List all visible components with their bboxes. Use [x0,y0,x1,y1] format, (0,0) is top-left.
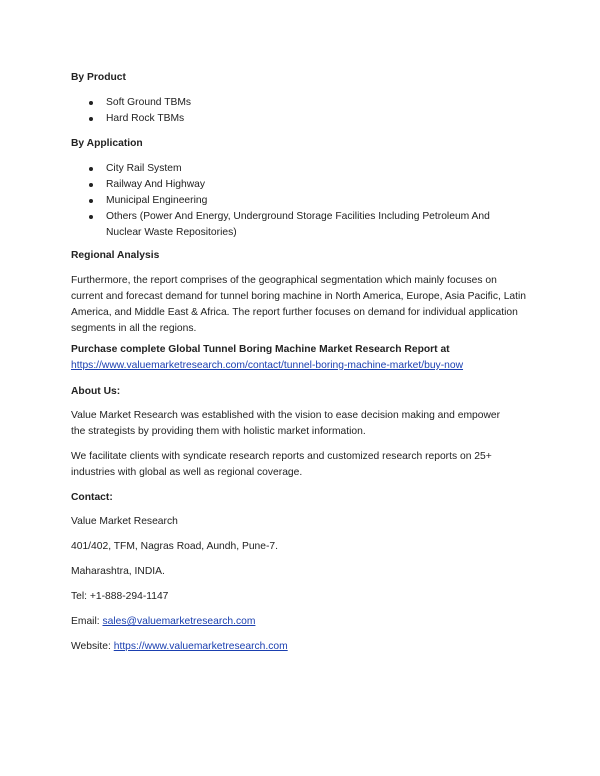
bullet-icon [89,117,93,121]
bullet-icon [89,215,93,219]
bullet-icon [89,199,93,203]
about-paragraph-2: We facilitate clients with syndicate research reports and customized research reports on 25+ industries with global as well as regional coverage. [71,451,492,478]
list-item: Soft Ground TBMs [71,95,531,111]
contact-company: Value Market Research [71,516,178,527]
contact-state: Maharashtra, INDIA. [71,566,165,577]
list-item: Others (Power And Energy, Underground Storage Facilities Including Petroleum And Nuclear Waste Repositories) [71,209,526,241]
by-product-list [71,95,531,127]
by-application-heading: By Application [71,138,143,149]
list-item: Hard Rock TBMs [71,111,531,127]
contact-website-row [71,639,531,655]
contact-heading: Contact: [71,492,113,503]
purchase-heading: Purchase complete Global Tunnel Boring Machine Market Research Report at [71,344,450,355]
contact-email-row [71,614,531,630]
email-label: Email: [71,616,103,627]
list-item: Municipal Engineering [71,193,531,209]
list-item: City Rail System [71,161,531,177]
about-paragraph-1: Value Market Research was established with the vision to ease decision making and empower the strategists by providing them with holistic market information. [71,410,501,437]
contact-tel: Tel: +1-888-294-1147 [71,591,169,602]
bullet-icon [89,101,93,105]
purchase-link[interactable]: https://www.valuemarketresearch.com/contact/tunnel-boring-machine-market/buy-now [71,360,464,371]
email-link[interactable]: sales@valuemarketresearch.com [102,616,256,627]
regional-analysis-text: Furthermore, the report comprises of the geographical segmentation which mainly focuses on current and forecast demand for tunnel boring machine in North America, Europe, Asia Pacific, Latin America, and Middle East & Africa. The report further focuses on demand for individual application segments in all the regions. [71,275,527,334]
regional-analysis-heading: Regional Analysis [71,250,160,261]
by-application-list [71,161,531,241]
list-item: Railway And Highway [71,177,531,193]
about-heading: About Us: [71,386,121,397]
website-label: Website: [71,641,114,652]
bullet-icon [89,183,93,187]
by-product-heading: By Product [71,72,126,83]
bullet-icon [89,167,93,171]
website-link[interactable]: https://www.valuemarketresearch.com [113,641,288,652]
contact-address: 401/402, TFM, Nagras Road, Aundh, Pune-7. [71,541,279,552]
